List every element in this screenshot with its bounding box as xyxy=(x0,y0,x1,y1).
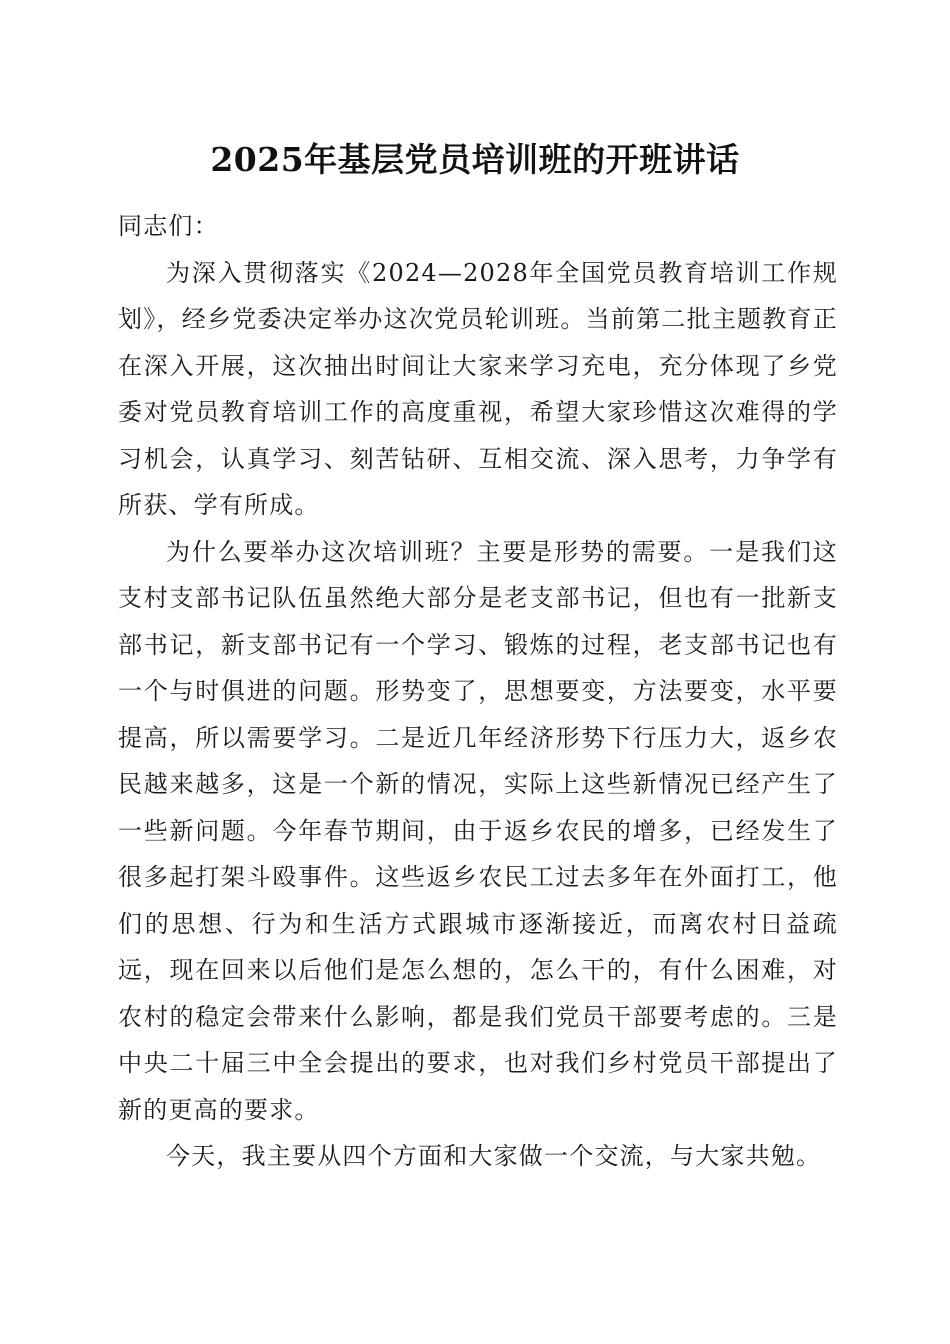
document-body xyxy=(118,201,838,1180)
paragraph-2: 为什么要举办这次培训班？主要是形势的需要。一是我们这支村支部书记队伍虽然绝大部分是老支部书记，但也有一批新支部书记，新支部书记有一个学习、锻炼的过程，老支部书记也有一个与时俱进的问题。形势变了，思想要变，方法要变，水平要提高，所以需要学习。二是近几年经济形势下行压力大，返乡农民越来越多，这是一个新的情况，实际上这些新情况已经产生了一些新问题。今年春节期间，由于返乡农民的增多，已经发生了很多起打架斗殴事件。这些返乡农民工过去多年在外面打工，他们的思想、行为和生活方式跟城市逐渐接近，而离农村日益疏远，现在回来以后他们是怎么想的，怎么干的，有什么困难，对农村的稳定会带来什么影响，都是我们党员干部要考虑的。三是中央二十届三中全会提出的要求，也对我们乡村党员干部提出了新的更高的要求。 xyxy=(118,537,838,1124)
document-title: 2025年基层党员培训班的开班讲话 xyxy=(210,140,740,179)
salutation: 同志们： xyxy=(118,212,219,240)
paragraph-3: 今天，我主要从四个方面和大家做一个交流，与大家共勉。 xyxy=(166,1142,822,1170)
paragraph-1: 为深入贯彻落实《2024—2028年全国党员教育培训工作规划》，经乡党委决定举办这次党员轮训班。当前第二批主题教育正在深入开展，这次抽出时间让大家来学习充电，充分体现了乡党委对党员教育培训工作的高度重视，希望大家珍惜这次难得的学习机会，认真学习、刻苦钻研、互相交流、深入思考，力争学有所获、学有所成。 xyxy=(118,258,838,519)
